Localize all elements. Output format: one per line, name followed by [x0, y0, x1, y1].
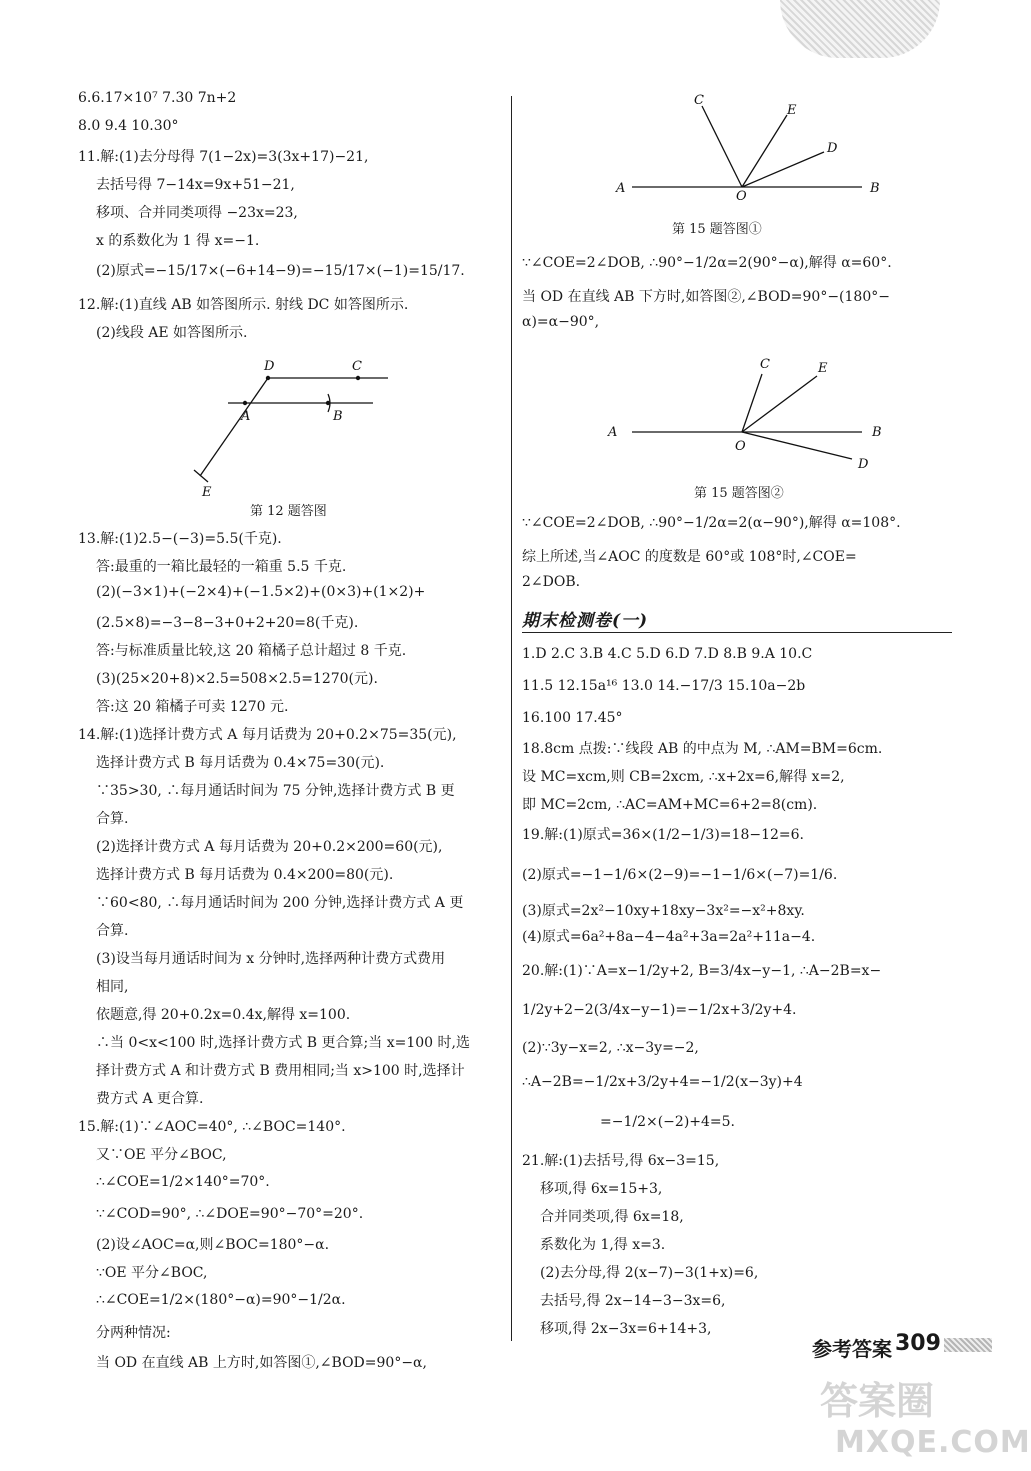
answer-line: 移项、合并同类项得 −23x=23, [96, 205, 298, 221]
answer-line: 系数化为 1,得 x=3. [540, 1237, 666, 1253]
fig15a-label-d: D [827, 141, 838, 156]
fig15b-label-e: E [818, 361, 828, 376]
answer-line: ∴∠COE=1/2×(180°−α)=90°−1/2α. [96, 1292, 346, 1308]
answer-line: (2)设∠AOC=α,则∠BOC=180°−α. [96, 1237, 330, 1253]
answer-line: 15.解:(1)∵∠AOC=40°, ∴∠BOC=140°. [78, 1119, 346, 1135]
answer-line: (2)选择计费方式 A 每月话费为 20+0.2×200=60(元), [96, 839, 443, 855]
answer-line: 即 MC=2cm, ∴AC=AM+MC=6+2=8(cm). [522, 797, 818, 813]
fig15a-label-e: E [787, 103, 797, 118]
fig15b-label-o: O [735, 439, 746, 454]
answer-line: (4)原式=6a²+8a−4−4a²+3a=2a²+11a−4. [522, 929, 816, 945]
figure-caption: 第 15 题答图② [694, 486, 784, 501]
answer-line: 当 OD 在直线 AB 下方时,如答图②,∠BOD=90°−(180°− [522, 289, 890, 305]
answer-line: 合并同类项,得 6x=18, [540, 1209, 684, 1225]
answer-line: (2)线段 AE 如答图所示. [96, 325, 248, 341]
answer-line: 又∵OE 平分∠BOC, [96, 1147, 227, 1163]
answer-line: (2.5×8)=−3−8−3+0+2+20=8(千克). [96, 615, 359, 631]
answer-line: 择计费方式 A 和计费方式 B 费用相同;当 x>100 时,选择计 [96, 1063, 465, 1079]
fig15b-label-d: D [858, 457, 869, 472]
fig12-label-c: C [352, 359, 362, 374]
figure-15-1 [602, 90, 902, 204]
figure-15-2 [602, 354, 902, 484]
fig15b-label-b: B [872, 425, 882, 440]
answer-line: 答:与标准质量比较,这 20 箱橘子总计超过 8 千克. [96, 643, 407, 659]
answer-line: 11.解:(1)去分母得 7(1−2x)=3(3x+17)−21, [78, 149, 369, 165]
answer-line: ∵∠COE=2∠DOB, ∴90°−1/2α=2(α−90°),解得 α=108°. [522, 515, 901, 531]
fig15a-label-c: C [694, 93, 704, 108]
answer-line: ∴∠COE=1/2×140°=70°. [96, 1174, 270, 1190]
answer-line: 18.8cm 点拨:∵线段 AB 的中点为 M, ∴AM=BM=6cm. [522, 741, 883, 757]
answer-line: (2)(−3×1)+(−2×4)+(−1.5×2)+(0×3)+(1×2)+ [96, 584, 426, 600]
answer-line: 答:这 20 箱橘子可卖 1270 元. [96, 699, 289, 715]
answer-line: 选择计费方式 B 每月话费为 0.4×200=80(元). [96, 867, 394, 883]
answer-line: (3)原式=2x²−10xy+18xy−3x²=−x²+8xy. [522, 903, 805, 919]
answer-line: 2∠DOB. [522, 574, 581, 590]
figure-caption: 第 12 题答图 [250, 504, 327, 519]
answer-line: (2)∵3y−x=2, ∴x−3y=−2, [522, 1040, 699, 1056]
answer-line: 合算. [96, 811, 129, 827]
answer-line: 移项,得 6x=15+3, [540, 1181, 663, 1197]
watermark-url: MXQE.COM [835, 1425, 1031, 1460]
page-number: 309 [895, 1331, 941, 1356]
fig15b-label-c: C [760, 357, 770, 372]
answer-line: 6.6.17×10⁷ 7.30 7n+2 [78, 90, 237, 106]
fig15a-label-a: A [616, 181, 626, 196]
answer-line: (2)去分母,得 2(x−7)−3(1+x)=6, [540, 1265, 759, 1281]
answer-line: (2)原式=−15/17×(−6+14−9)=−15/17×(−1)=15/17. [96, 263, 465, 279]
answer-line: 去括号,得 2x−14−3−3x=6, [540, 1293, 726, 1309]
answer-line: 分两种情况: [96, 1325, 171, 1341]
answer-line: x 的系数化为 1 得 x=−1. [96, 233, 260, 249]
answer-line: 20.解:(1)∵A=x−1/2y+2, B=3/4x−y−1, ∴A−2B=x− [522, 963, 882, 979]
answer-line: 去括号得 7−14x=9x+51−21, [96, 177, 295, 193]
section-rule [522, 632, 952, 633]
answer-line: 选择计费方式 B 每月话费为 0.4×75=30(元). [96, 755, 385, 771]
fig12-label-a: A [241, 409, 251, 424]
fig15a-label-o: O [736, 189, 747, 204]
fig12-label-d: D [264, 359, 275, 374]
answer-line: 16.100 17.45° [522, 710, 623, 726]
footer-label: 参考答案 [812, 1337, 892, 1361]
answer-line: 当 OD 在直线 AB 上方时,如答图①,∠BOD=90°−α, [96, 1355, 427, 1371]
footer-decoration [944, 1338, 992, 1352]
answer-line: 答:最重的一箱比最轻的一箱重 5.5 千克. [96, 559, 347, 575]
answer-line: (3)设当每月通话时间为 x 分钟时,选择两种计费方式费用 [96, 951, 446, 967]
answer-line: =−1/2×(−2)+4=5. [600, 1114, 736, 1130]
column-divider [511, 96, 512, 1341]
header-decoration [780, 0, 940, 58]
answer-line: 1.D 2.C 3.B 4.C 5.D 6.D 7.D 8.B 9.A 10.C [522, 646, 813, 662]
answer-line: ∵35>30, ∴每月通话时间为 75 分钟,选择计费方式 B 更 [96, 783, 455, 799]
answer-line: ∴当 0<x<100 时,选择计费方式 B 更合算;当 x=100 时,选 [96, 1035, 470, 1051]
answer-line: (2)原式=−1−1/6×(2−9)=−1−1/6×(−7)=1/6. [522, 867, 838, 883]
fig12-label-e: E [202, 485, 212, 500]
answer-line: ∴A−2B=−1/2x+3/2y+4=−1/2(x−3y)+4 [522, 1074, 803, 1090]
answer-line: 费方式 A 更合算. [96, 1091, 204, 1107]
answer-line: 设 MC=xcm,则 CB=2xcm, ∴x+2x=6,解得 x=2, [522, 769, 845, 785]
answer-line: 移项,得 2x−3x=6+14+3, [540, 1321, 712, 1337]
fig15a-label-b: B [870, 181, 880, 196]
answer-line: 8.0 9.4 10.30° [78, 118, 179, 134]
answer-line: 13.解:(1)2.5−(−3)=5.5(千克). [78, 531, 282, 547]
answer-line: 14.解:(1)选择计费方式 A 每月话费为 20+0.2×75=35(元), [78, 727, 457, 743]
answer-line: ∵60<80, ∴每月通话时间为 200 分钟,选择计费方式 A 更 [96, 895, 464, 911]
answer-line: 19.解:(1)原式=36×(1/2−1/3)=18−12=6. [522, 827, 804, 843]
answer-line: 12.解:(1)直线 AB 如答图所示. 射线 DC 如答图所示. [78, 297, 409, 313]
watermark-logo: 答案圈 [820, 1379, 935, 1423]
section-title: 期末检测卷(一) [522, 611, 649, 631]
fig15b-label-a: A [608, 425, 618, 440]
answer-line: ∵OE 平分∠BOC, [96, 1265, 208, 1281]
answer-line: 1/2y+2−2(3/4x−y−1)=−1/2x+3/2y+4. [522, 1002, 797, 1018]
answer-line: ∵∠COD=90°, ∴∠DOE=90°−70°=20°. [96, 1206, 364, 1222]
answer-line: 11.5 12.15a¹⁶ 13.0 14.−17/3 15.10a−2b [522, 678, 806, 694]
answer-line: 合算. [96, 923, 129, 939]
figure-caption: 第 15 题答图① [672, 222, 762, 237]
answer-line: 依题意,得 20+0.2x=0.4x,解得 x=100. [96, 1007, 351, 1023]
answer-line: ∵∠COE=2∠DOB, ∴90°−1/2α=2(90°−α),解得 α=60°. [522, 255, 892, 271]
answer-line: 相同, [96, 979, 129, 995]
fig12-label-b: B [333, 409, 343, 424]
answer-line: (3)(25×20+8)×2.5=508×2.5=1270(元). [96, 671, 378, 687]
answer-line: 综上所述,当∠AOC 的度数是 60°或 108°时,∠COE= [522, 549, 857, 565]
answer-line: 21.解:(1)去括号,得 6x−3=15, [522, 1153, 720, 1169]
figure-12 [178, 358, 408, 498]
answer-line: α)=α−90°, [522, 314, 600, 330]
